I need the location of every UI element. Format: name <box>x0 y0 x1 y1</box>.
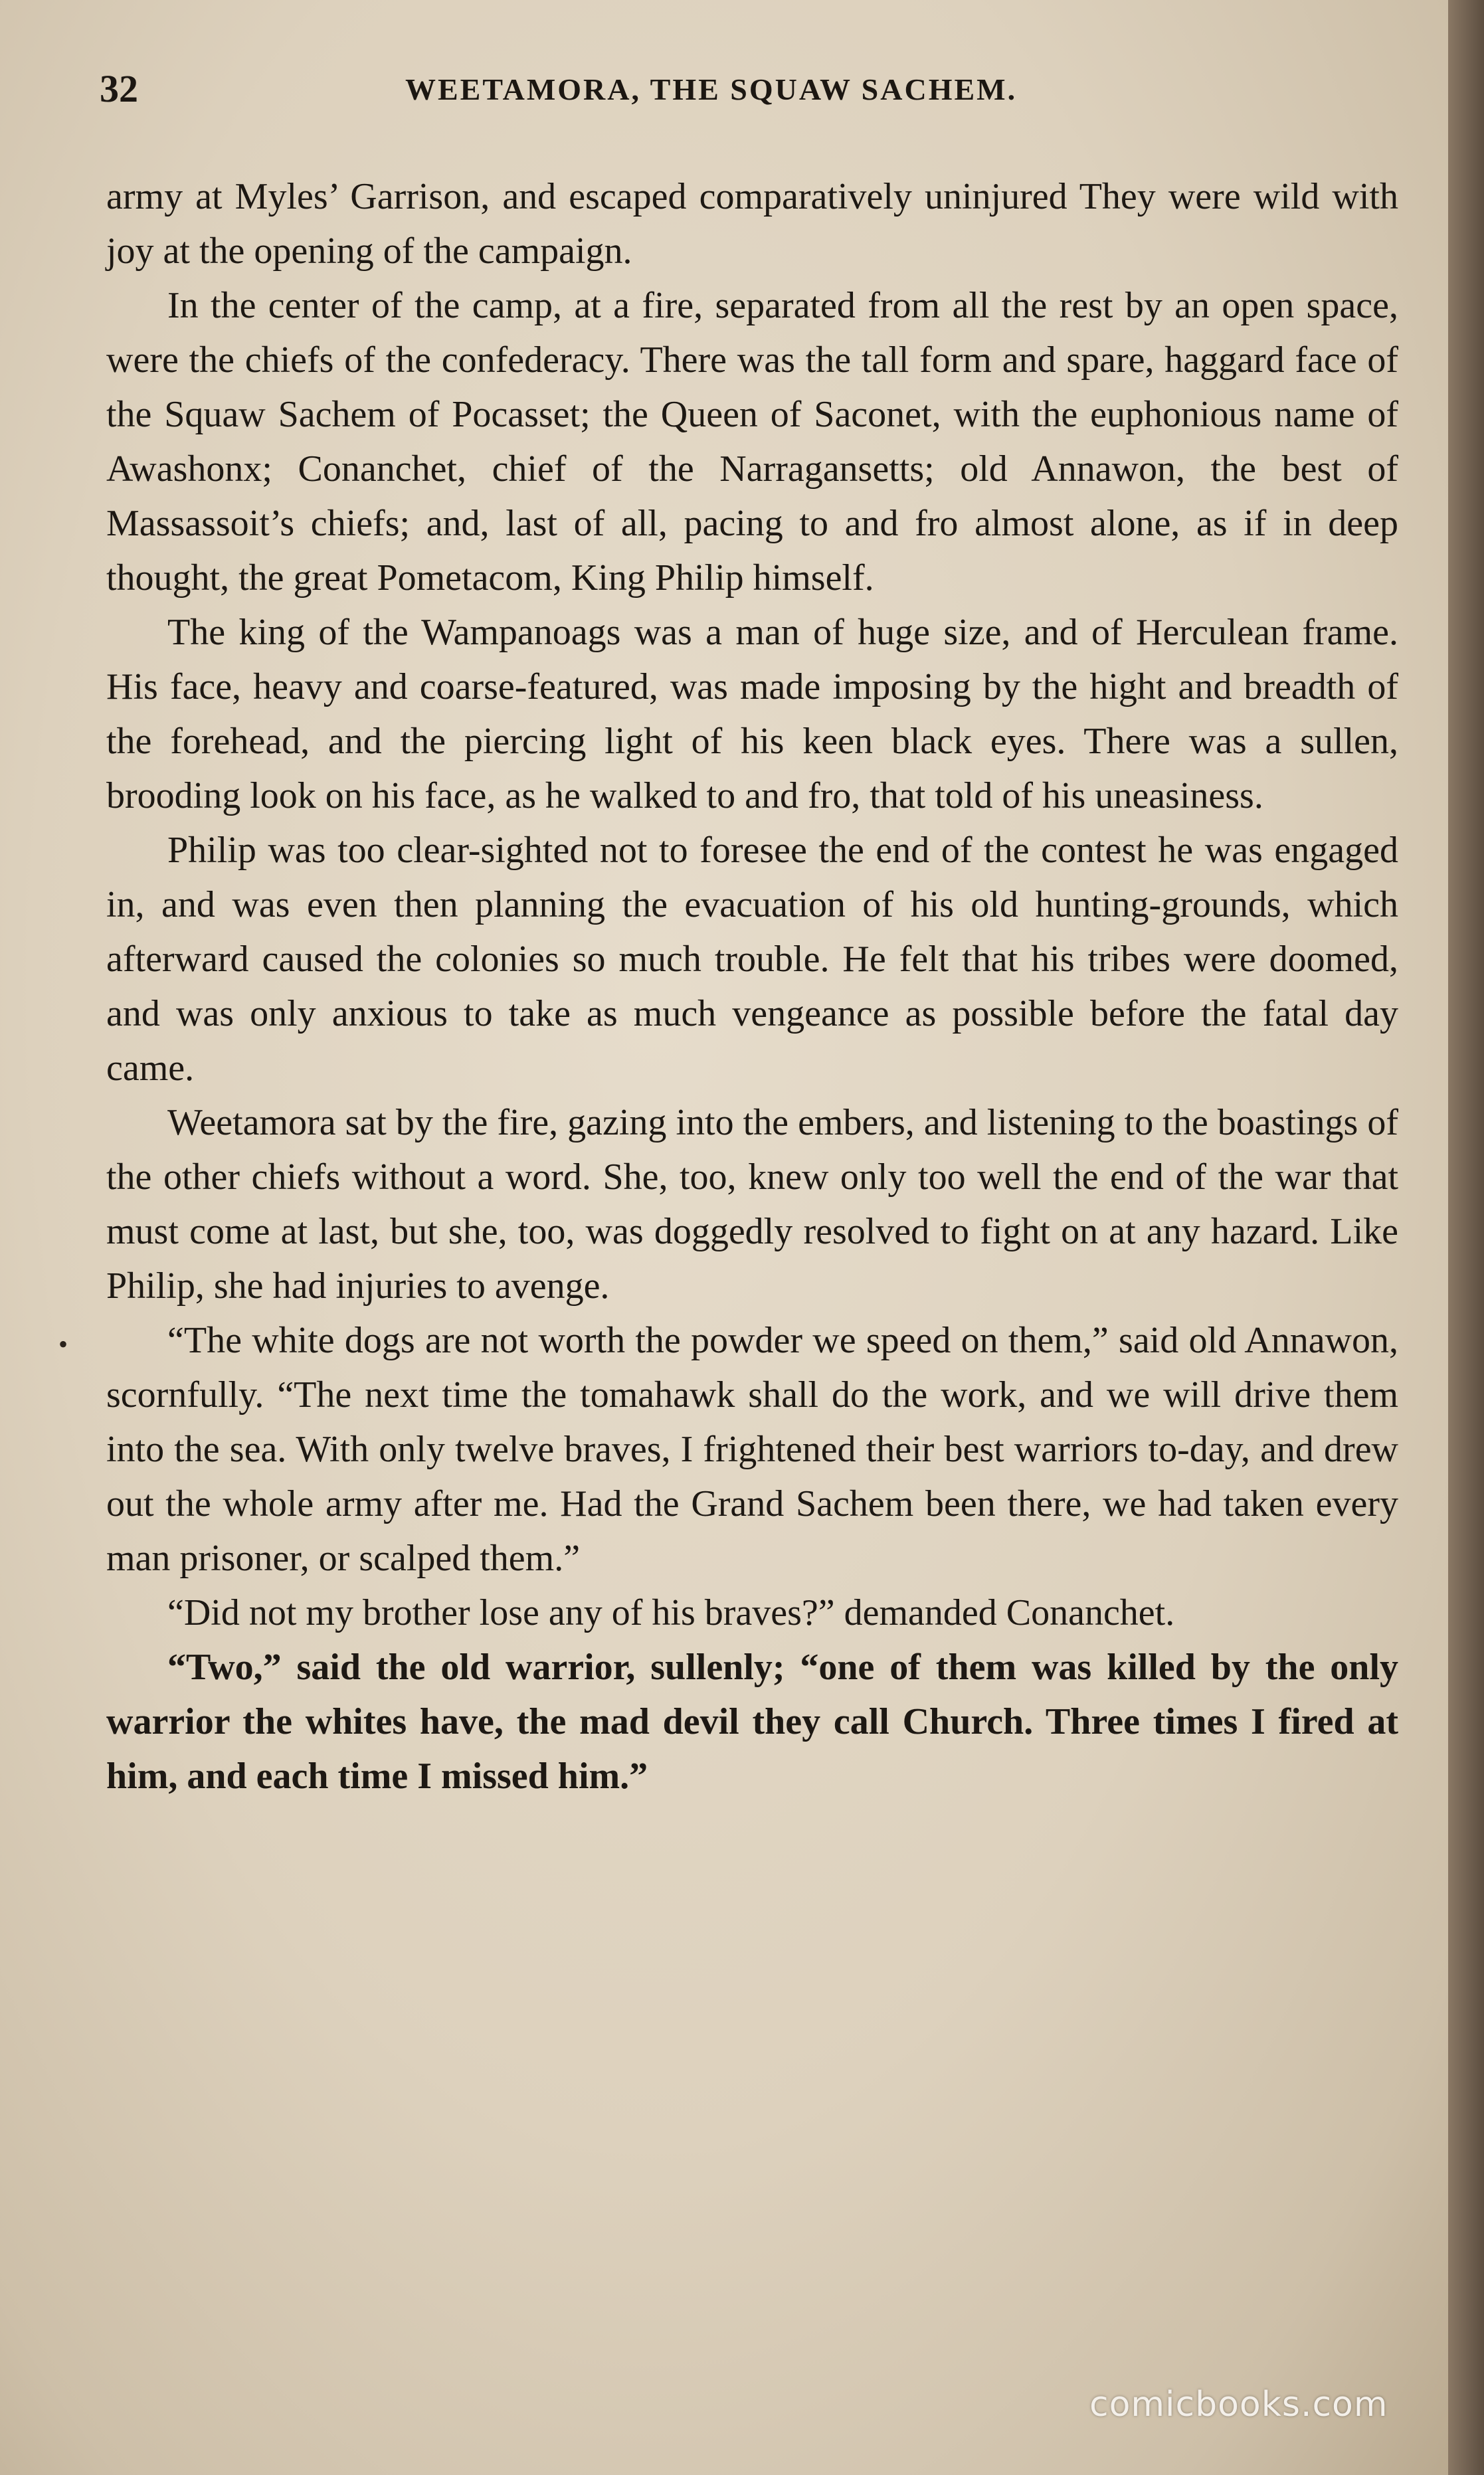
paragraph: “The white dogs are not worth the powder we speed on them,” said old Annawon, scornfully. “The next time the tomahawk shall do the work, and we will drive them into the sea. With only twelve braves, I frightened their best warriors to-day, and drew out the whole army after me. Had the Grand Sachem been there, we had taken every man prisoner, or scalped them.” <box>106 1320 1398 1579</box>
paragraph: The king of the Wampanoags was a man of huge size, and of Herculean frame. His face, heavy and coarse-featured, was made imposing by the hight and breadth of the forehead, and the piercing light of his keen black eyes. There was a sullen, brooding look on his face, as he walked to and fro, that told of his uneasiness. <box>106 612 1398 816</box>
watermark: comicbooks.com <box>1089 2385 1388 2425</box>
running-head: WEETAMORA, THE SQUAW SACHEM. <box>405 72 1018 106</box>
paragraph: army at Myles’ Garrison, and escaped comparatively uninjured They were wild with joy at the opening of the campaign. <box>106 176 1398 272</box>
page-edge <box>1448 0 1484 2475</box>
body-text <box>106 169 1398 1803</box>
paragraph: Philip was too clear-sighted not to foresee the end of the contest he was engaged in, and was even then planning the evacuation of his old hunting-grounds, which afterward caused the colonies so much trouble. He felt that his tribes were doomed, and was only anxious to take as much vengeance as possible before the fatal day came. <box>106 830 1398 1089</box>
paragraph: Weetamora sat by the fire, gazing into the embers, and listening to the boastings of the other chiefs without a word. She, too, knew only too well the end of the war that must come at last, but she, too, was doggedly resolved to fight on at any hazard. Like Philip, she had injuries to avenge. <box>106 1102 1398 1307</box>
paragraph: In the center of the camp, at a fire, separated from all the rest by an open space, were the chiefs of the confederacy. There was the tall form and spare, haggard face of the Squaw Sachem of Pocasset; the Queen of Saconet, with the euphonious name of Awashonx; Conanchet, chief of the Narragansetts; old Annawon, the best of Massassoit’s chiefs; and, last of all, pacing to and fro almost alone, as if in deep thought, the great Pometacom, King Philip himself. <box>106 285 1398 598</box>
paragraph: “Two,” said the old warrior, sullenly; “one of them was killed by the only warrior the whites have, the mad devil they call Church. Three times I fired at him, and each time I missed him.” <box>106 1647 1398 1797</box>
page-number: 32 <box>100 67 138 110</box>
paragraph: “Did not my brother lose any of his braves?” demanded Conanchet. <box>167 1592 1175 1633</box>
page-header <box>100 66 1402 120</box>
margin-mark: • <box>58 1329 68 1359</box>
